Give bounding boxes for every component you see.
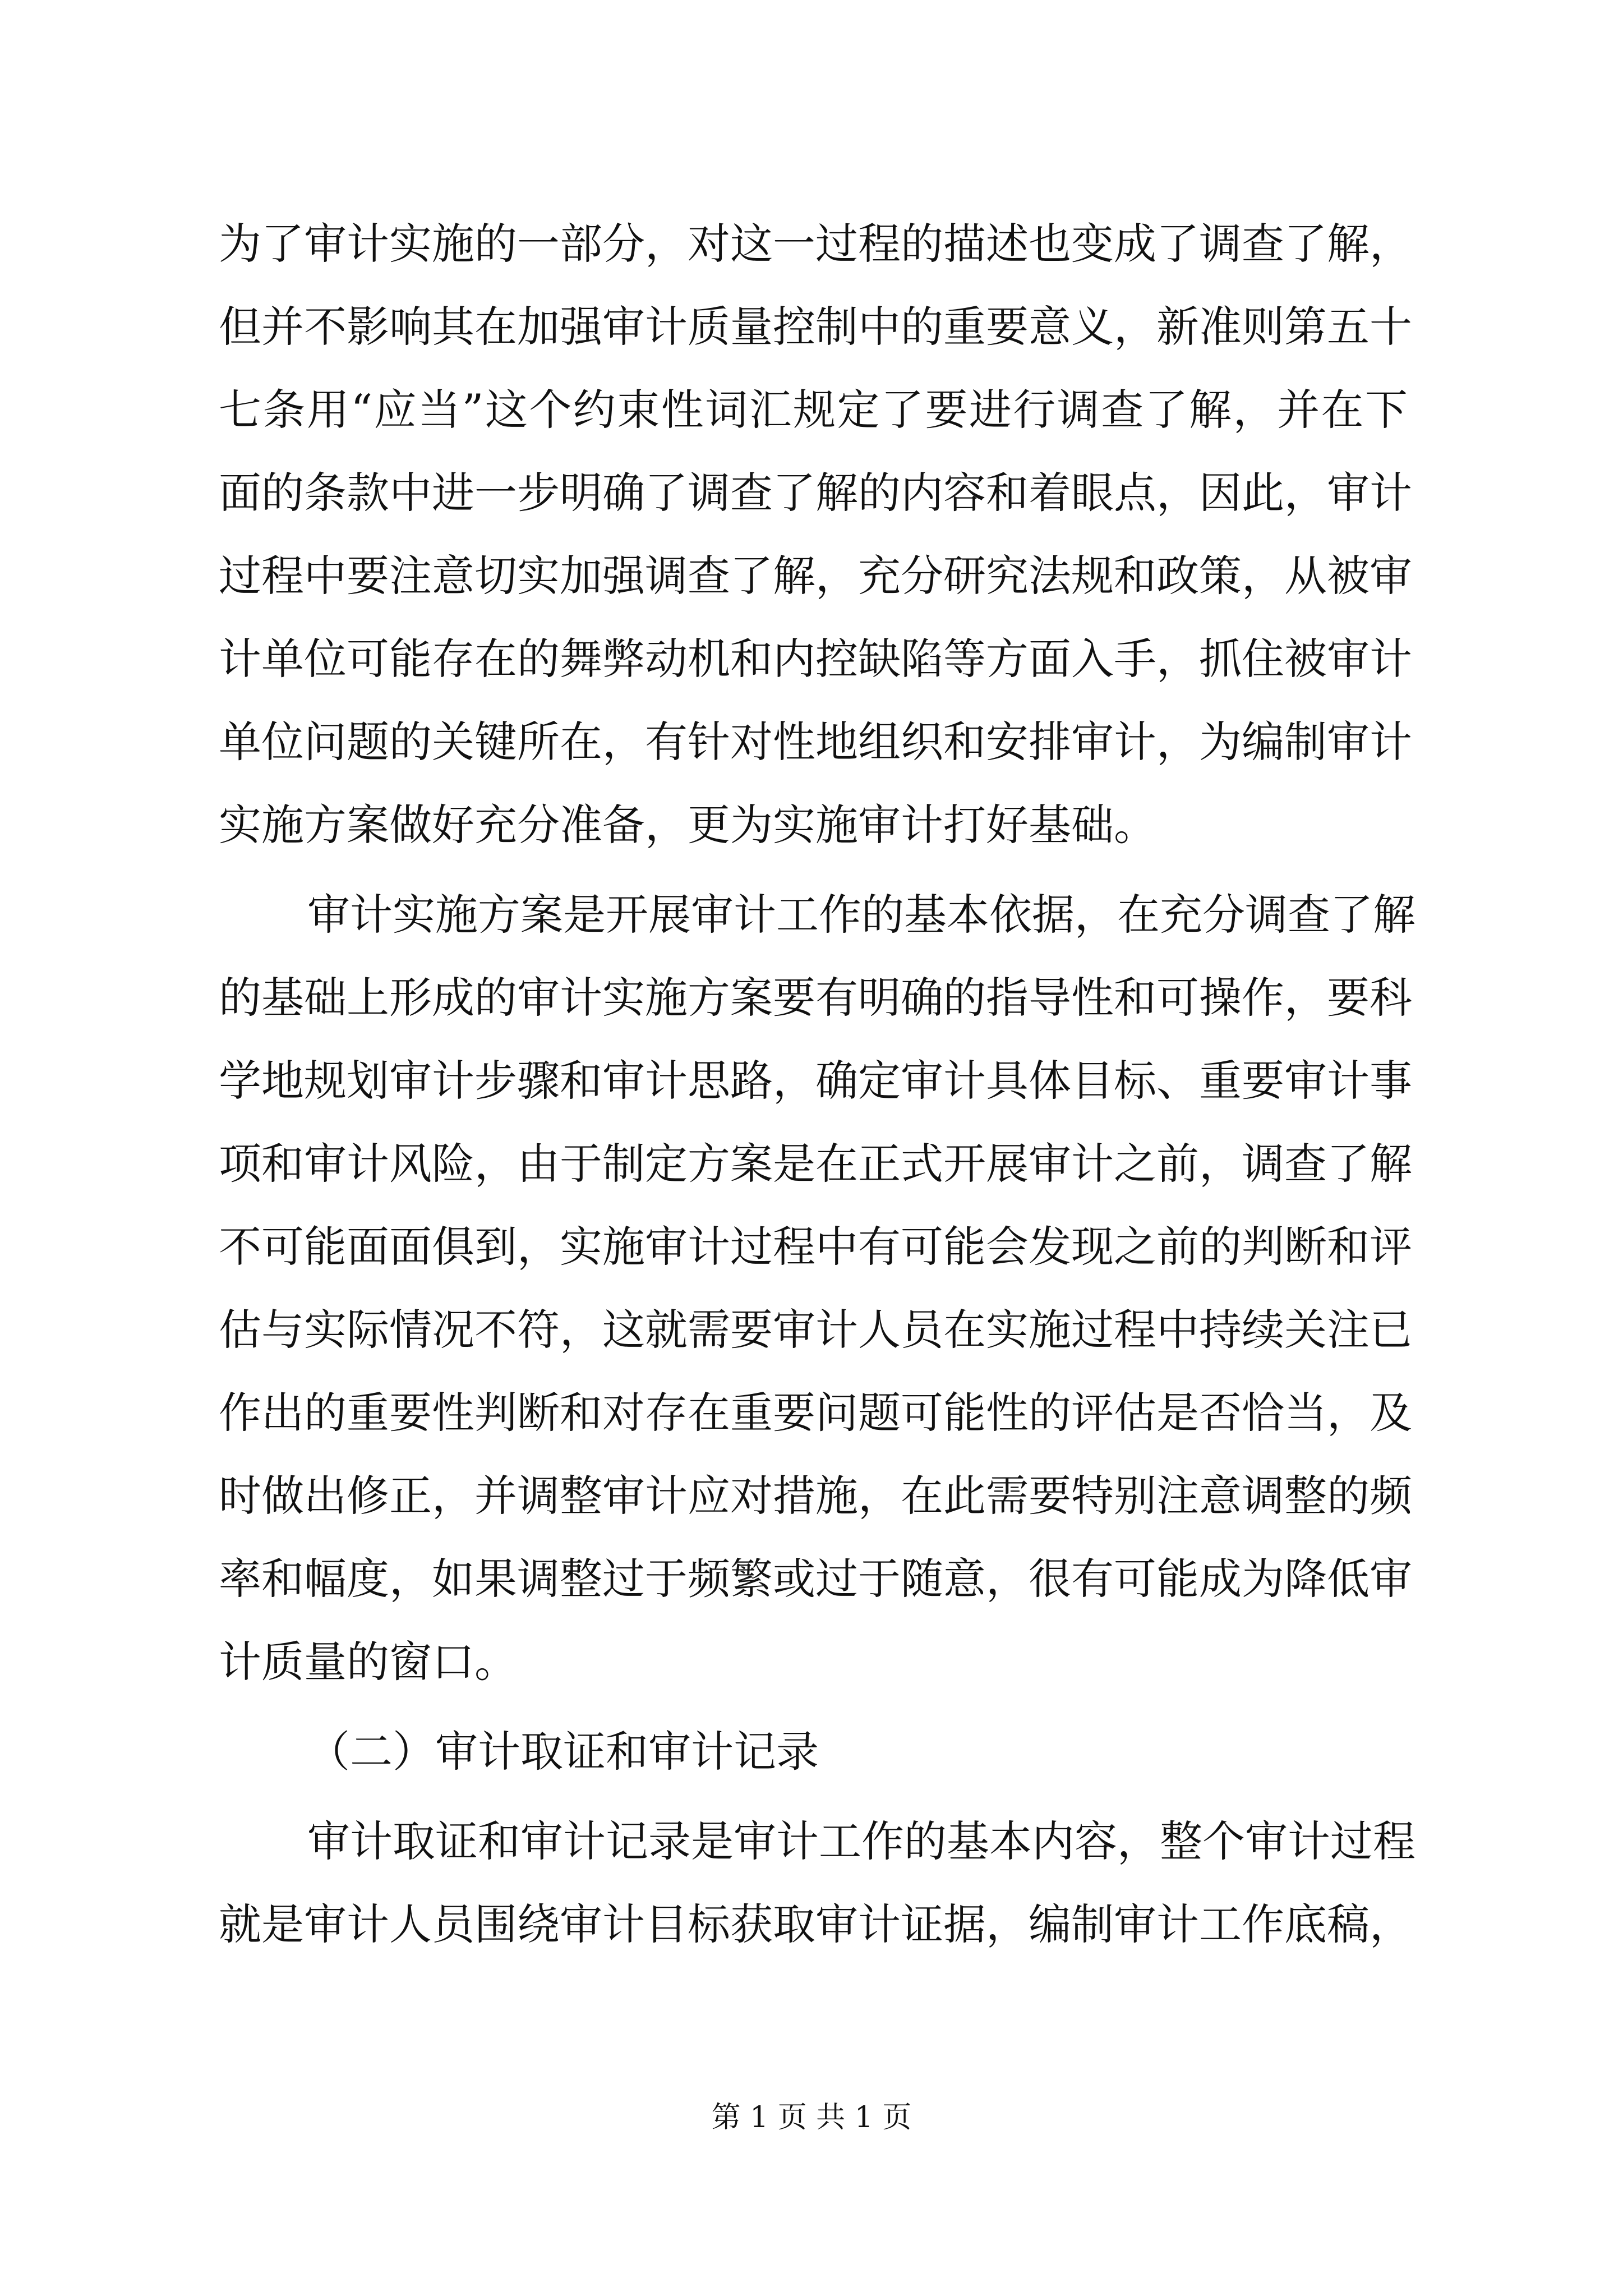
paragraph-1-line-3: 七条用“应当”这个约束性词汇规定了要进行调查了解，并在下: [219, 385, 1408, 435]
paragraph-1-line-5: 过程中要注意切实加强调查了解，充分研究法规和政策，从被审: [219, 551, 1412, 601]
paragraph-2-line-1: 审计实施方案是开展审计工作的基本依据，在充分调查了解: [307, 890, 1415, 940]
paragraph-2-line-5: 不可能面面俱到，实施审计过程中有可能会发现之前的判断和评: [219, 1222, 1412, 1272]
paragraph-2-line-6: 估与实际情况不符，这就需要审计人员在实施过程中持续关注已: [219, 1305, 1412, 1355]
paragraph-2-line-10: 计质量的窗口。: [219, 1637, 517, 1687]
paragraph-2-line-9: 率和幅度，如果调整过于频繁或过于随意，很有可能成为降低审: [219, 1554, 1412, 1604]
paragraph-3-line-1: 审计取证和审计记录是审计工作的基本内容，整个审计过程: [307, 1816, 1415, 1866]
paragraph-1-line-1: 为了审计实施的一部分，对这一过程的描述也变成了调查了解，: [219, 219, 1412, 269]
paragraph-2-line-8: 时做出修正，并调整审计应对措施，在此需要特别注意调整的频: [219, 1471, 1412, 1521]
paragraph-1-line-6: 计单位可能存在的舞弊动机和内控缺陷等方面入手，抓住被审计: [219, 634, 1412, 684]
paragraph-2-line-3: 学地规划审计步骤和审计思路，确定审计具体目标、重要审计事: [219, 1056, 1412, 1106]
paragraph-1-line-7: 单位问题的关键所在，有针对性地组织和安排审计，为编制审计: [219, 717, 1412, 767]
paragraph-1-line-4: 面的条款中进一步明确了调查了解的内容和着眼点，因此，审计: [219, 468, 1412, 518]
paragraph-2-line-4: 项和审计风险，由于制定方案是在正式开展审计之前，调查了解: [219, 1139, 1412, 1189]
paragraph-1-line-8: 实施方案做好充分准备，更为实施审计打好基础。: [219, 800, 1156, 850]
section-heading: （二）审计取证和审计记录: [307, 1727, 819, 1777]
page-footer: 第 1 页 共 1 页: [711, 2101, 912, 2134]
paragraph-3-line-2: 就是审计人员围绕审计目标获取审计证据，编制审计工作底稿，: [219, 1899, 1412, 1949]
paragraph-2-line-7: 作出的重要性判断和对存在重要问题可能性的评估是否恰当，及: [219, 1388, 1412, 1438]
paragraph-1-line-2: 但并不影响其在加强审计质量控制中的重要意义，新准则第五十: [219, 302, 1412, 352]
paragraph-2-line-2: 的基础上形成的审计实施方案要有明确的指导性和可操作，要科: [219, 973, 1412, 1023]
